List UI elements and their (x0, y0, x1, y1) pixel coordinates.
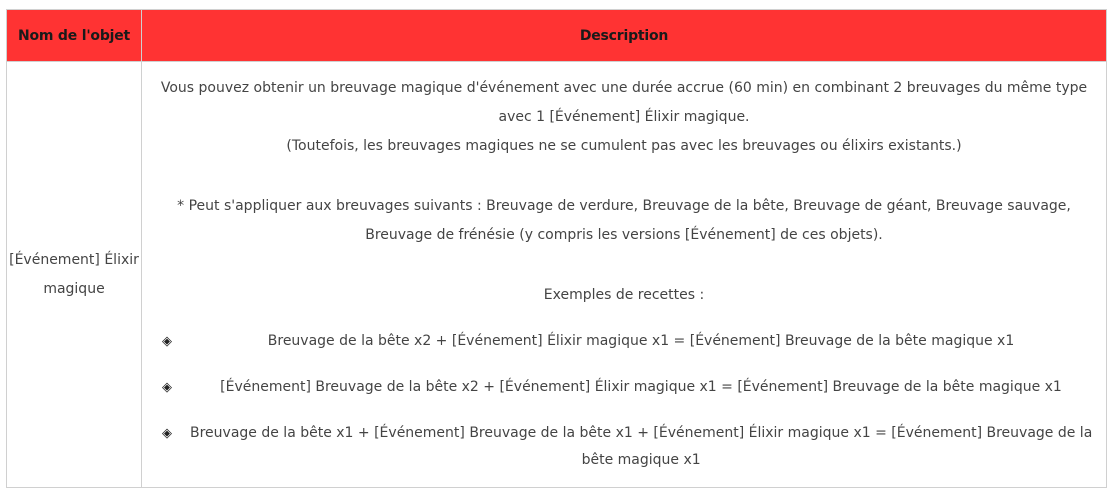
applicable-note (142, 192, 1106, 250)
list-item (142, 374, 1106, 401)
recipe-text (190, 328, 1106, 355)
intro-paragraph (142, 62, 1106, 161)
table-row (7, 62, 1107, 488)
intro-line: (Toutefois, les breuvages magiques ne se cumulent pas avec les breuvages ou élixirs existants.) (286, 138, 962, 154)
item-name-line: [Événement] Élixir (9, 251, 139, 268)
header-item-name: Nom de l'objet (7, 10, 142, 62)
note-line: Breuvage de frénésie (y compris les versions [Événement] de ces objets). (365, 227, 883, 243)
recipe-line: [Événement] Breuvage de la bête x2 + [Événement] Élixir magique x1 = [Événement] Breuvage de la bête magique x1 (220, 379, 1062, 395)
item-name-line: magique (43, 280, 105, 297)
item-table (6, 9, 1107, 488)
recipe-line: Breuvage de la bête x1 + [Événement] Breuvage de la bête x1 + [Événement] Élixir magique x1 = [Événement] Breuvage de la (190, 425, 1093, 441)
list-item (142, 328, 1106, 355)
header-description: Description (142, 10, 1107, 62)
intro-line: avec 1 [Événement] Élixir magique. (498, 109, 750, 125)
note-line: * Peut s'appliquer aux breuvages suivants : Breuvage de verdure, Breuvage de la bête, Breuvage de géant, Breuvage sauvage, (177, 198, 1071, 214)
recipe-text (190, 374, 1106, 401)
diamond-bullet-icon: ◈ (162, 334, 172, 349)
recipe-text (190, 420, 1106, 474)
examples-title: Exemples de recettes : (543, 287, 705, 303)
diamond-bullet-icon: ◈ (162, 426, 172, 441)
intro-line: Vous pouvez obtenir un breuvage magique d'événement avec une durée accrue (60 min) en combinant 2 breuvages du même type (160, 80, 1088, 96)
recipe-line: bête magique x1 (581, 452, 701, 468)
list-item (142, 420, 1106, 474)
item-description-cell (142, 62, 1107, 488)
item-name-cell (7, 62, 142, 488)
diamond-bullet-icon: ◈ (162, 380, 172, 395)
table-header-row (7, 10, 1107, 62)
recipe-line: Breuvage de la bête x2 + [Événement] Élixir magique x1 = [Événement] Breuvage de la bête magique x1 (267, 333, 1015, 349)
